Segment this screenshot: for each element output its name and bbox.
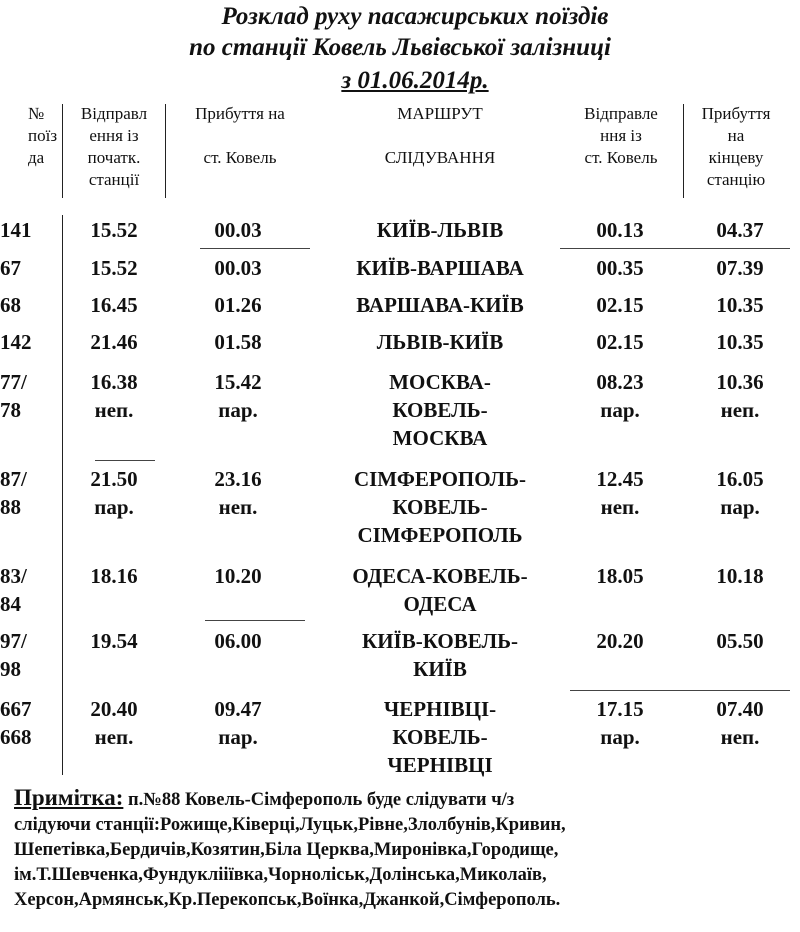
cell-text: ВАРШАВА-КИЇВ [356, 293, 524, 317]
cell-text: неп. [720, 725, 760, 749]
title-line-3: з 01.06.2014р. [341, 67, 489, 94]
cell-text: 142 [0, 330, 32, 354]
cell-text: МОСКВА- [389, 370, 491, 394]
train-number [0, 216, 62, 244]
kovel-departure-time [565, 254, 675, 282]
final-arrival-time [685, 368, 795, 424]
cell-text: 88 [0, 495, 21, 519]
origin-departure-time [64, 291, 164, 319]
route [320, 627, 560, 683]
cell-text: неп. [600, 495, 640, 519]
cell-text: 667 [0, 697, 32, 721]
kovel-departure-time [565, 216, 675, 244]
footnote-line: Шепетівка,Бердичів,Козятин,Біла Церква,Миронівка,Городище, [14, 840, 559, 860]
cell-text: пар. [720, 495, 760, 519]
kovel-departure-time [565, 328, 675, 356]
kovel-arrival-time [178, 465, 298, 521]
footnote [14, 785, 794, 913]
footnote-line: Херсон,Армянськ,Кр.Перекопськ,Воїнка,Джанкой,Сімферополь. [14, 890, 561, 910]
cell-text: 12.45 [596, 467, 644, 491]
cell-text: 00.13 [596, 218, 644, 242]
row-rule [570, 690, 790, 691]
header-text: початк. [87, 148, 141, 167]
final-arrival-time [685, 291, 795, 319]
cell-text: 00.03 [214, 256, 262, 280]
header-text: станції [88, 170, 140, 189]
origin-departure-time [64, 627, 164, 655]
header-text: на [727, 126, 745, 145]
footnote-line: слідуючи станції:Рожище,Ківерці,Луцьк,Рівне,Злолбунів,Кривин, [14, 815, 566, 835]
cell-text: 20.40 [90, 697, 138, 721]
route [320, 216, 560, 244]
kovel-arrival-time [178, 562, 298, 590]
cell-text: 16.05 [716, 467, 764, 491]
final-arrival-time [685, 562, 795, 590]
header-text: ення із [89, 126, 139, 145]
header-final-arrival [684, 103, 788, 191]
final-arrival-time [685, 254, 795, 282]
cell-text: 18.16 [90, 564, 138, 588]
header-text: № [28, 104, 45, 123]
header-route [340, 103, 540, 169]
header-text: Відправл [80, 104, 148, 123]
cell-text: 10.35 [716, 330, 764, 354]
cell-text: 01.26 [214, 293, 262, 317]
kovel-arrival-time [178, 254, 298, 282]
origin-departure-time [64, 368, 164, 424]
row-rule [560, 248, 790, 249]
kovel-arrival-time [178, 627, 298, 655]
header-origin-departure [62, 103, 166, 191]
header-text: МАРШРУТ [397, 104, 483, 123]
route [320, 254, 560, 282]
kovel-departure-time [565, 465, 675, 521]
row-rule [95, 460, 155, 461]
column-divider [62, 104, 63, 198]
header-kovel-arrival [170, 103, 310, 169]
final-arrival-time [685, 695, 795, 751]
route [320, 328, 560, 356]
cell-text: 00.03 [214, 218, 262, 242]
cell-text: КИЇВ [413, 657, 467, 681]
cell-text: СІМФЕРОПОЛЬ- [353, 467, 527, 491]
footnote-text: п.№88 Ковель-Сімферополь буде слідувати ч/з [127, 790, 515, 810]
cell-text: 78 [0, 398, 21, 422]
cell-text: 23.16 [214, 467, 262, 491]
cell-text: 09.47 [214, 697, 262, 721]
row-rule [205, 620, 305, 621]
train-number [0, 368, 62, 424]
header-text [340, 125, 540, 147]
final-arrival-time [685, 465, 795, 521]
origin-departure-time [64, 216, 164, 244]
header-text: да [28, 148, 45, 167]
cell-text: 10.36 [716, 370, 764, 394]
cell-text: ОДЕСА [403, 592, 477, 616]
cell-text: пар. [600, 398, 640, 422]
cell-text: МОСКВА [392, 426, 488, 450]
cell-text: 04.37 [716, 218, 764, 242]
column-divider [165, 104, 166, 198]
origin-departure-time [64, 328, 164, 356]
header-text: ння із [600, 126, 642, 145]
cell-text: неп. [720, 398, 760, 422]
header-text [170, 125, 310, 147]
cell-text: 98 [0, 657, 21, 681]
cell-text: 21.46 [90, 330, 138, 354]
header-text: кінцеву [708, 148, 764, 167]
cell-text: 00.35 [596, 256, 644, 280]
route [320, 465, 560, 549]
column-divider [683, 104, 684, 198]
cell-text: 06.00 [214, 629, 262, 653]
cell-text: 668 [0, 725, 32, 749]
title-line-1: Розклад руху пасажирських поїздів [221, 3, 609, 30]
cell-text: 20.20 [596, 629, 644, 653]
route [320, 368, 560, 452]
train-number [0, 465, 62, 521]
cell-text: 01.58 [214, 330, 262, 354]
cell-text: ЧЕРНІВЦІ- [383, 697, 497, 721]
cell-text: 08.23 [596, 370, 644, 394]
footnote-first-line [14, 785, 794, 813]
cell-text: ЧЕРНІВЦІ [387, 753, 493, 777]
cell-text: 77/ [0, 370, 27, 394]
column-divider [62, 215, 63, 775]
kovel-arrival-time [178, 328, 298, 356]
footnote-heading: Примітка: [14, 785, 124, 810]
cell-text: 17.15 [596, 697, 644, 721]
train-number [0, 695, 62, 751]
footnote-line: ім.Т.Шевченка,Фундуклііївка,Чорноліськ,Долінська,Миколаїв, [14, 865, 547, 885]
kovel-departure-time [565, 291, 675, 319]
cell-text: 84 [0, 592, 21, 616]
header-text: ст. Ковель [584, 148, 658, 167]
route [320, 562, 560, 618]
header-text: СЛІДУВАННЯ [384, 148, 496, 167]
final-arrival-time [685, 627, 795, 655]
kovel-arrival-time [178, 695, 298, 751]
route [320, 695, 560, 779]
origin-departure-time [64, 562, 164, 590]
train-number [0, 254, 62, 282]
kovel-departure-time [565, 695, 675, 751]
cell-text: 05.50 [716, 629, 764, 653]
cell-text: пар. [600, 725, 640, 749]
kovel-departure-time [565, 368, 675, 424]
kovel-arrival-time [178, 291, 298, 319]
cell-text: пар. [94, 495, 134, 519]
cell-text: 02.15 [596, 330, 644, 354]
cell-text: неп. [94, 725, 134, 749]
header-text: Відправле [584, 104, 658, 123]
header-text: поїз [28, 126, 58, 145]
cell-text: 16.45 [90, 293, 138, 317]
cell-text: КИЇВ-ВАРШАВА [356, 256, 524, 280]
cell-text: 15.52 [90, 218, 138, 242]
cell-text: неп. [218, 495, 258, 519]
cell-text: 02.15 [596, 293, 644, 317]
cell-text: 18.05 [596, 564, 644, 588]
kovel-arrival-time [178, 216, 298, 244]
train-number [0, 291, 62, 319]
train-number [0, 328, 62, 356]
cell-text: СІМФЕРОПОЛЬ [357, 523, 523, 547]
title-line-2: по станції Ковель Львівської залізниці [189, 34, 611, 61]
cell-text: 10.20 [214, 564, 262, 588]
cell-text: 97/ [0, 629, 27, 653]
cell-text: 10.35 [716, 293, 764, 317]
cell-text: 15.42 [214, 370, 262, 394]
header-text: Прибуття [701, 104, 771, 123]
train-number [0, 627, 62, 683]
header-train-number [28, 103, 62, 169]
cell-text: неп. [94, 398, 134, 422]
row-rule [200, 248, 310, 249]
cell-text: 19.54 [90, 629, 138, 653]
cell-text: ЛЬВІВ-КИЇВ [376, 330, 504, 354]
cell-text: 07.40 [716, 697, 764, 721]
cell-text: КОВЕЛЬ- [392, 495, 488, 519]
cell-text: 67 [0, 256, 21, 280]
cell-text: 21.50 [90, 467, 138, 491]
kovel-arrival-time [178, 368, 298, 424]
kovel-departure-time [565, 627, 675, 655]
cell-text: ОДЕСА-КОВЕЛЬ- [352, 564, 528, 588]
cell-text: 10.18 [716, 564, 764, 588]
cell-text: КИЇВ-КОВЕЛЬ- [361, 629, 519, 653]
origin-departure-time [64, 254, 164, 282]
final-arrival-time [685, 216, 795, 244]
cell-text: пар. [218, 725, 258, 749]
train-number [0, 562, 62, 618]
origin-departure-time [64, 695, 164, 751]
cell-text: КОВЕЛЬ- [392, 398, 488, 422]
cell-text: 87/ [0, 467, 27, 491]
final-arrival-time [685, 328, 795, 356]
header-kovel-departure [565, 103, 677, 169]
kovel-departure-time [565, 562, 675, 590]
cell-text: КИЇВ-ЛЬВІВ [376, 218, 504, 242]
cell-text: 141 [0, 218, 32, 242]
cell-text: пар. [218, 398, 258, 422]
origin-departure-time [64, 465, 164, 521]
header-text: ст. Ковель [203, 148, 277, 167]
route [320, 291, 560, 319]
cell-text: 15.52 [90, 256, 138, 280]
cell-text: 07.39 [716, 256, 764, 280]
cell-text: КОВЕЛЬ- [392, 725, 488, 749]
cell-text: 83/ [0, 564, 27, 588]
cell-text: 16.38 [90, 370, 138, 394]
cell-text: 68 [0, 293, 21, 317]
header-text: Прибуття на [195, 104, 285, 123]
header-text: станцію [706, 170, 766, 189]
